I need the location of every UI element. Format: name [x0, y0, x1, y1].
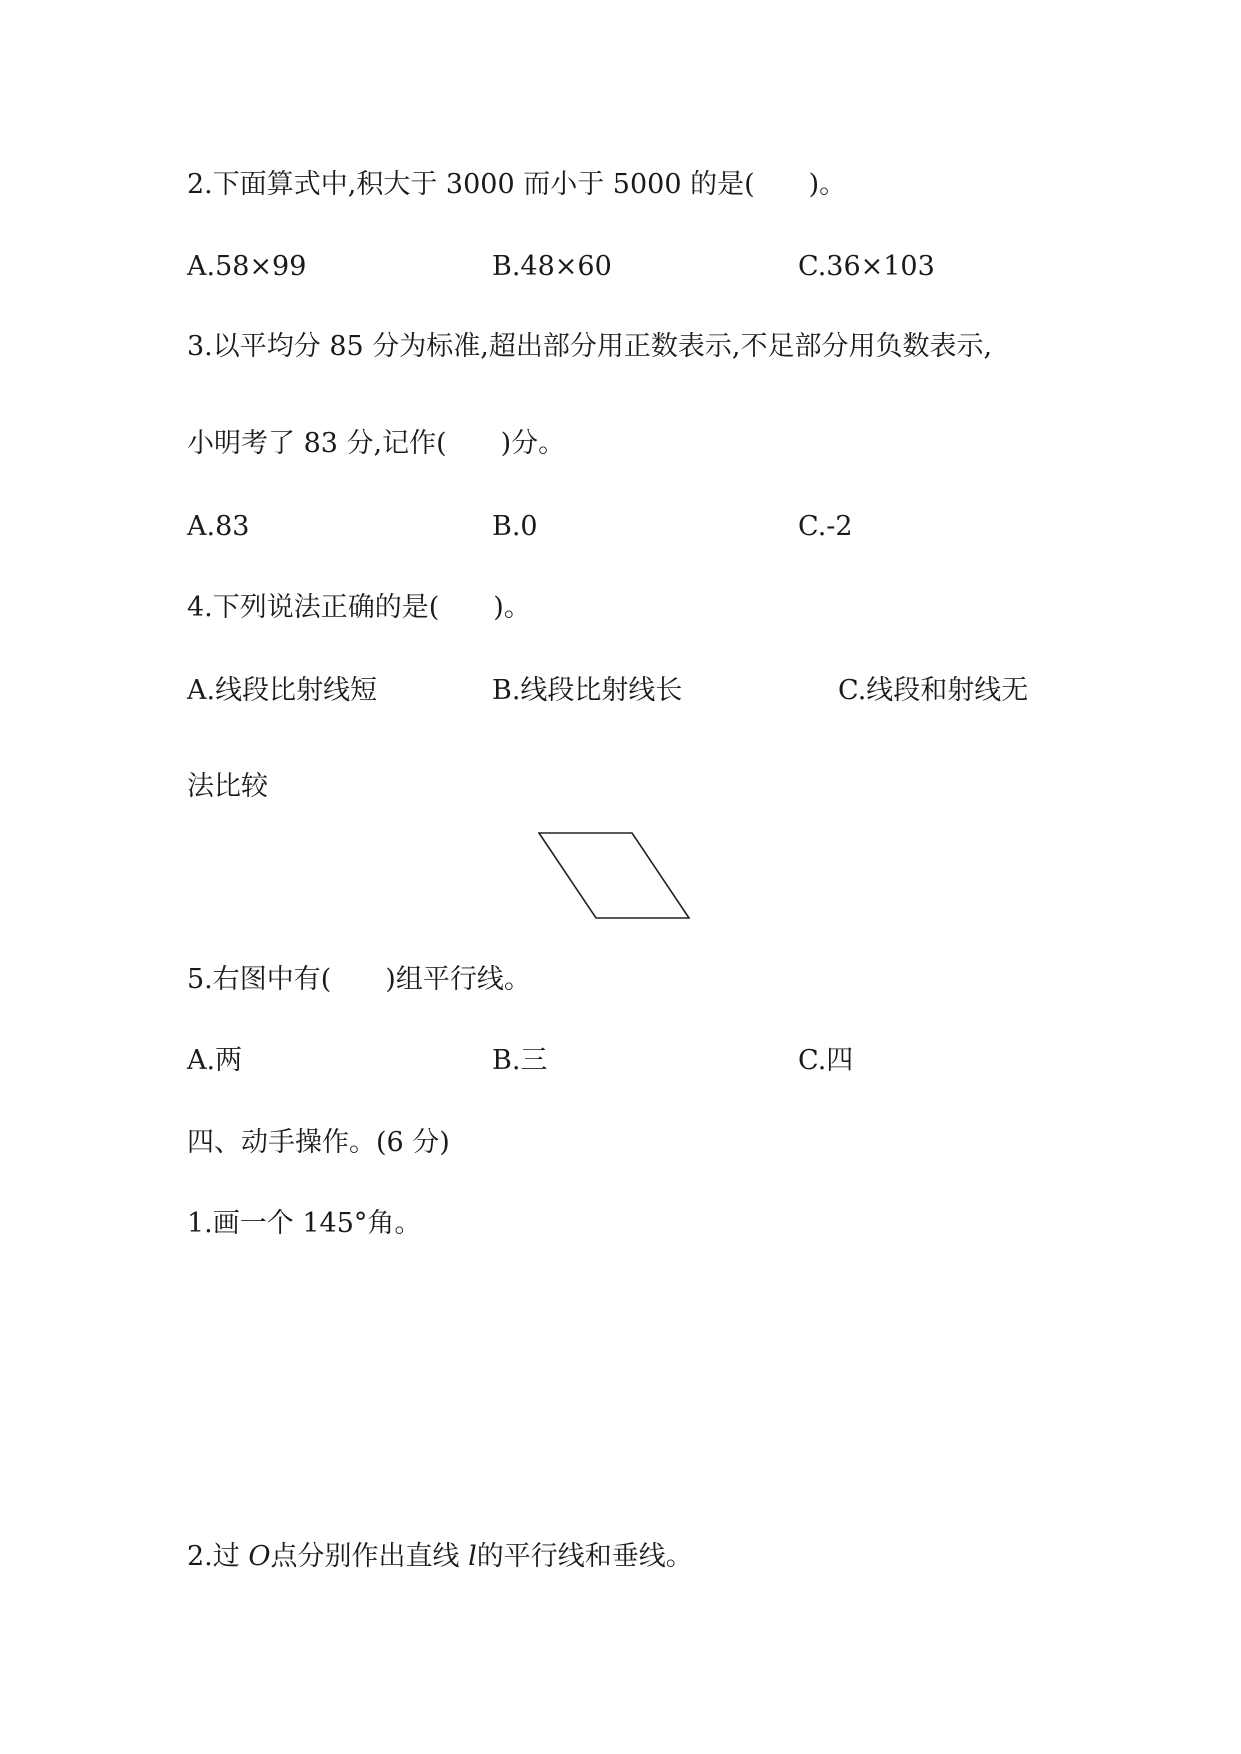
parallelogram-figure [538, 832, 690, 920]
question-2-prefix: 2.过 [187, 1541, 249, 1572]
section-4-heading: 四、动手操作。(6 分) [187, 1127, 450, 1158]
question-2-stem: 2.下面算式中,积大于 3000 而小于 5000 的是( )。 [187, 169, 847, 200]
question-2-option-a: A.58×99 [187, 251, 307, 282]
section-4-question-2 [187, 1540, 693, 1574]
question-2-option-c: C.36×103 [798, 251, 935, 282]
question-3-option-c: C.-2 [798, 511, 853, 542]
line-l-label: l [468, 1541, 477, 1572]
question-2-middle: 点分别作出直线 [270, 1541, 469, 1572]
question-5-option-a: A.两 [187, 1045, 243, 1076]
question-3-stem-line2: 小明考了 83 分,记作( )分。 [187, 428, 566, 459]
point-o-label: O [248, 1541, 271, 1572]
question-2-suffix: 的平行线和垂线。 [476, 1541, 693, 1572]
question-2-option-b: B.48×60 [492, 251, 612, 282]
question-3-option-a: A.83 [187, 511, 250, 542]
question-3-option-b: B.0 [492, 511, 538, 542]
question-4-option-a: A.线段比射线短 [187, 675, 378, 706]
question-5-option-c: C.四 [798, 1045, 854, 1076]
question-4-option-c: C.线段和射线无 [838, 675, 1029, 706]
parallelogram-shape [539, 833, 689, 918]
question-4-stem: 4.下列说法正确的是( )。 [187, 592, 531, 623]
question-4-option-c-continued: 法比较 [187, 771, 268, 802]
question-5-option-b: B.三 [492, 1045, 548, 1076]
question-4-option-b: B.线段比射线长 [492, 675, 683, 706]
question-3-stem-line1: 3.以平均分 85 分为标准,超出部分用正数表示,不足部分用负数表示, [187, 331, 993, 362]
question-5-stem: 5.右图中有( )组平行线。 [187, 964, 531, 995]
section-4-question-1: 1.画一个 145°角。 [187, 1208, 422, 1239]
